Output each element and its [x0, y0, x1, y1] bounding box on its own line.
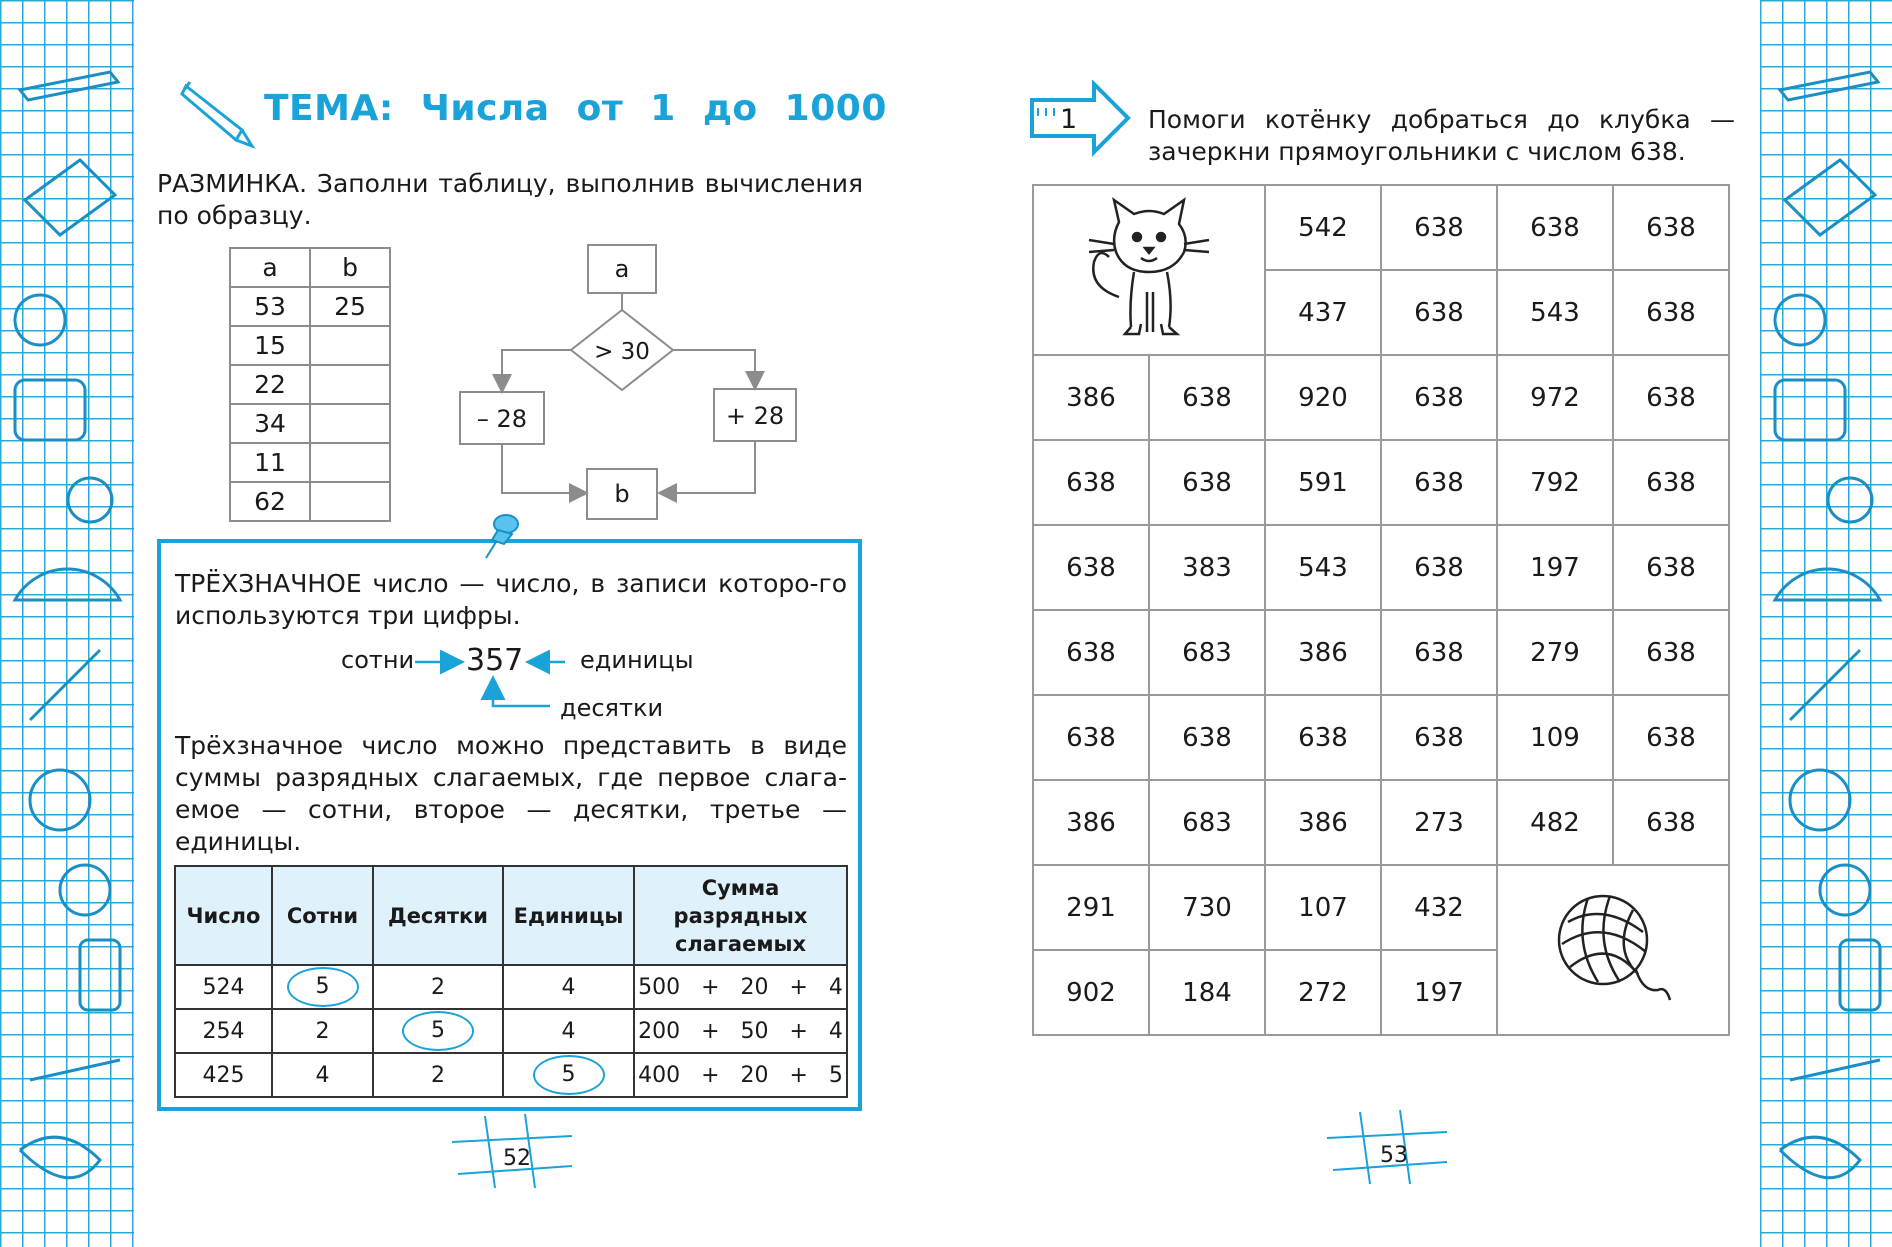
right-margin-decoration — [1760, 0, 1892, 1247]
highlight-oval: 5 — [533, 1055, 605, 1095]
maze-cell[interactable]: 638 — [1149, 440, 1265, 525]
highlight-oval: 5 — [287, 967, 359, 1007]
pushpin-icon — [478, 512, 522, 560]
tens-label: десятки — [560, 694, 664, 722]
table-row — [175, 1053, 847, 1097]
maze-cell[interactable]: 638 — [1381, 610, 1497, 695]
maze-cell[interactable]: 638 — [1381, 355, 1497, 440]
table-cell-empty[interactable] — [310, 443, 390, 482]
flowchart-left-label: – 28 — [476, 405, 528, 433]
left-margin-decoration — [0, 0, 134, 1247]
table-cell-empty[interactable] — [310, 326, 390, 365]
hundreds-label: сотни — [341, 646, 415, 674]
doodles-icon — [0, 0, 134, 1247]
maze-cell[interactable]: 972 — [1497, 355, 1613, 440]
maze-cell[interactable]: 386 — [1265, 610, 1381, 695]
cell-tens: 2 — [373, 965, 503, 1009]
flowchart-output-label: b — [614, 480, 630, 508]
digits-table — [174, 865, 848, 1098]
maze-cell[interactable]: 197 — [1381, 950, 1497, 1035]
warmup-instruction: РАЗМИНКА. Заполни таблицу, выполнив вычисления по образцу. — [157, 169, 863, 230]
maze-cell[interactable]: 109 — [1497, 695, 1613, 780]
page-number-left: 52 — [503, 1146, 531, 1171]
maze-cell[interactable]: 683 — [1149, 610, 1265, 695]
maze-cell[interactable]: 482 — [1497, 780, 1613, 865]
maze-table — [1032, 184, 1730, 1036]
cell-hundreds: 4 — [272, 1053, 373, 1097]
page-title: ТЕМА: Числа от 1 до 1000 — [264, 88, 887, 129]
maze-cell[interactable]: 184 — [1149, 950, 1265, 1035]
cell-number: 425 — [175, 1053, 272, 1097]
table-cell: 25 — [310, 287, 390, 326]
page-number-right: 53 — [1380, 1143, 1408, 1168]
cell-sum: 500 + 20 + 4 — [634, 965, 847, 1009]
flowchart-right-label: + 28 — [725, 402, 785, 430]
flowchart — [455, 240, 805, 525]
maze-cell[interactable]: 638 — [1149, 695, 1265, 780]
yarn-ball-icon — [1548, 882, 1678, 1012]
ab-table — [229, 247, 391, 522]
table-row — [175, 965, 847, 1009]
maze-cell[interactable]: 792 — [1497, 440, 1613, 525]
table-cell: 34 — [230, 404, 310, 443]
cell-number: 254 — [175, 1009, 272, 1053]
cell-units: 4 — [503, 965, 634, 1009]
maze-cell[interactable]: 432 — [1381, 865, 1497, 950]
cell-hundreds: 2 — [272, 1009, 373, 1053]
maze-cell[interactable]: 638 — [1613, 525, 1729, 610]
maze-cell[interactable]: 291 — [1033, 865, 1149, 950]
maze-cell[interactable]: 638 — [1033, 695, 1149, 780]
maze-cell[interactable]: 542 — [1265, 185, 1381, 270]
maze-cell[interactable]: 638 — [1381, 270, 1497, 355]
header-sum: Сумма разрядных слагаемых — [634, 866, 847, 965]
maze-cell[interactable]: 638 — [1613, 780, 1729, 865]
maze-cell[interactable]: 638 — [1613, 610, 1729, 695]
task-arrow-icon — [1028, 80, 1134, 158]
header-units: Единицы — [503, 866, 634, 965]
maze-cell[interactable]: 272 — [1265, 950, 1381, 1035]
table-cell-empty[interactable] — [310, 482, 390, 521]
maze-cell[interactable]: 638 — [1381, 525, 1497, 610]
table-cell: 53 — [230, 287, 310, 326]
maze-cell[interactable]: 638 — [1033, 525, 1149, 610]
cell-sum: 400 + 20 + 5 — [634, 1053, 847, 1097]
pencil-icon — [180, 78, 260, 150]
maze-cell[interactable]: 638 — [1613, 270, 1729, 355]
maze-cell[interactable]: 386 — [1265, 780, 1381, 865]
definition-text: ТРЁХЗНАЧНОЕ число — число, в записи которо-го используются три цифры. — [175, 569, 847, 630]
maze-cell[interactable]: 638 — [1149, 355, 1265, 440]
cell-tens — [373, 1009, 503, 1053]
maze-cell[interactable]: 638 — [1033, 440, 1149, 525]
cell-tens: 2 — [373, 1053, 503, 1097]
header-hundreds: Сотни — [272, 866, 373, 965]
header-tens: Десятки — [373, 866, 503, 965]
header-number: Число — [175, 866, 272, 965]
kitten-icon — [1069, 192, 1229, 342]
table-header-a: a — [230, 248, 310, 287]
explanation-text: Трёхзначное число можно представить в виде суммы разрядных слагаемых, где первое слага-емое — сотни, второе — десятки, третье — единицы. — [175, 731, 847, 856]
maze-cell[interactable]: 386 — [1033, 355, 1149, 440]
maze-cell[interactable]: 543 — [1497, 270, 1613, 355]
maze-cell[interactable]: 638 — [1497, 185, 1613, 270]
table-cell: 62 — [230, 482, 310, 521]
table-cell: 11 — [230, 443, 310, 482]
units-label: единицы — [580, 646, 694, 674]
maze-cell[interactable]: 386 — [1033, 780, 1149, 865]
maze-cell[interactable]: 902 — [1033, 950, 1149, 1035]
table-cell: 15 — [230, 326, 310, 365]
doodles-icon — [1760, 0, 1892, 1247]
table-cell-empty[interactable] — [310, 365, 390, 404]
cell-units — [503, 1053, 634, 1097]
yarn-ball-cell — [1497, 865, 1729, 1035]
cell-sum: 200 + 50 + 4 — [634, 1009, 847, 1053]
maze-cell[interactable]: 638 — [1033, 610, 1149, 695]
maze-cell[interactable]: 638 — [1381, 440, 1497, 525]
maze-cell[interactable]: 638 — [1381, 695, 1497, 780]
cell-units: 4 — [503, 1009, 634, 1053]
table-cell-empty[interactable] — [310, 404, 390, 443]
table-cell: 22 — [230, 365, 310, 404]
cell-number: 524 — [175, 965, 272, 1009]
maze-cell[interactable]: 638 — [1613, 185, 1729, 270]
kitten-cell — [1033, 185, 1265, 355]
maze-cell[interactable]: 383 — [1149, 525, 1265, 610]
maze-cell[interactable]: 920 — [1265, 355, 1381, 440]
maze-cell[interactable]: 683 — [1149, 780, 1265, 865]
diagram-arrows — [410, 650, 565, 720]
maze-cell[interactable]: 730 — [1149, 865, 1265, 950]
task-number: 1 — [1060, 104, 1078, 135]
maze-cell[interactable]: 279 — [1497, 610, 1613, 695]
maze-cell[interactable]: 437 — [1265, 270, 1381, 355]
flowchart-condition-label: > 30 — [594, 339, 650, 365]
maze-cell[interactable]: 107 — [1265, 865, 1381, 950]
maze-cell[interactable]: 638 — [1381, 185, 1497, 270]
maze-cell[interactable]: 638 — [1613, 355, 1729, 440]
diagram-number: 357 — [466, 643, 524, 678]
maze-cell[interactable]: 591 — [1265, 440, 1381, 525]
flowchart-input-label: a — [614, 255, 630, 283]
maze-cell[interactable]: 543 — [1265, 525, 1381, 610]
maze-cell[interactable]: 273 — [1381, 780, 1497, 865]
table-header-b: b — [310, 248, 390, 287]
highlight-oval: 5 — [402, 1011, 474, 1051]
table-row — [175, 1009, 847, 1053]
cell-hundreds — [272, 965, 373, 1009]
maze-cell[interactable]: 197 — [1497, 525, 1613, 610]
maze-cell[interactable]: 638 — [1613, 695, 1729, 780]
maze-cell[interactable]: 638 — [1613, 440, 1729, 525]
maze-cell[interactable]: 638 — [1265, 695, 1381, 780]
task-instruction: Помоги котёнку добраться до клубка — зачеркни прямоугольники с числом 638. — [1148, 105, 1735, 166]
